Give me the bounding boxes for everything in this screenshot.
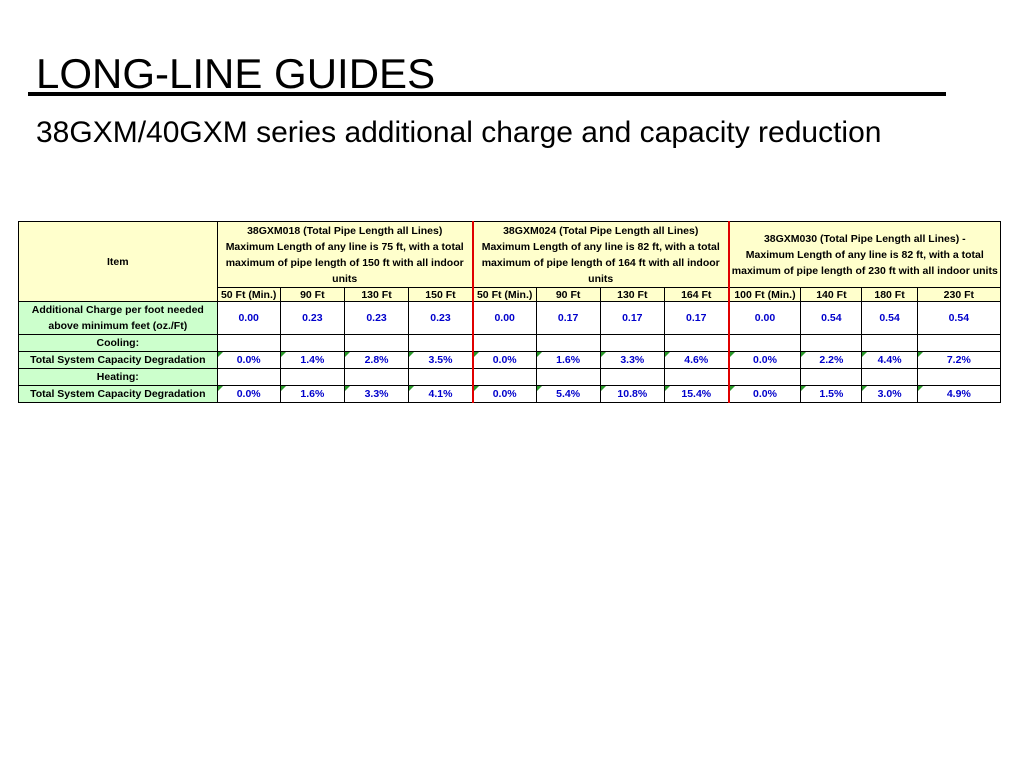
table-cell: [600, 369, 664, 386]
table-cell: 15.4%: [664, 386, 728, 403]
table-cell: 4.6%: [664, 352, 728, 369]
table-cell: 3.3%: [344, 386, 408, 403]
table-cell: [280, 369, 344, 386]
table-cell: [664, 369, 728, 386]
table-cell: [536, 369, 600, 386]
column-header: 90 Ft: [280, 288, 344, 302]
table-cell: 0.00: [473, 302, 536, 335]
table-cell: [917, 335, 1000, 352]
heating-degradation-label: Total System Capacity Degradation: [19, 386, 218, 403]
cooling-degradation-label: Total System Capacity Degradation: [19, 352, 218, 369]
table-cell: 2.8%: [344, 352, 408, 369]
table-cell: [280, 335, 344, 352]
table-cell: 4.4%: [862, 352, 917, 369]
table-cell: 0.17: [664, 302, 728, 335]
table-cell: 0.0%: [473, 386, 536, 403]
table-cell: 0.54: [801, 302, 862, 335]
slide-title: LONG-LINE GUIDES: [36, 50, 436, 97]
group-model-line: 38GXM030 (Total Pipe Length all Lines) -: [763, 232, 966, 245]
table-cell: [536, 335, 600, 352]
table-cell: 3.5%: [409, 352, 473, 369]
table-cell: 0.0%: [729, 352, 801, 369]
table-cell: [729, 335, 801, 352]
table-cell: 0.0%: [473, 352, 536, 369]
table-cell: 1.6%: [280, 386, 344, 403]
table-cell: 0.54: [862, 302, 917, 335]
table-cell: [409, 335, 473, 352]
table-cell: [217, 369, 280, 386]
long-line-table: [18, 221, 1001, 403]
table-cell: 4.9%: [917, 386, 1000, 403]
column-header: 100 Ft (Min.): [729, 288, 801, 302]
table-cell: 1.6%: [536, 352, 600, 369]
table-cell: [664, 335, 728, 352]
table-cell: [344, 335, 408, 352]
column-header: 50 Ft (Min.): [217, 288, 280, 302]
heating-section-label: Heating:: [19, 369, 218, 386]
table-cell: 0.0%: [217, 386, 280, 403]
title-underline: [28, 92, 946, 96]
group-header-38gxm024: [473, 222, 729, 288]
group-model-line: 38GXM018 (Total Pipe Length all Lines): [247, 224, 443, 237]
cooling-section-label: Cooling:: [19, 335, 218, 352]
additional-charge-label: Additional Charge per foot needed above minimum feet (oz./Ft): [19, 302, 218, 335]
group-header-38gxm018: [217, 222, 473, 288]
group-desc-line: Maximum Length of any line is 82 ft, with a total maximum of pipe length of 164 ft with all indoor units: [481, 240, 720, 285]
table-cell: [801, 369, 862, 386]
table-cell: 0.0%: [217, 352, 280, 369]
table-cell: 0.00: [217, 302, 280, 335]
table-cell: [473, 335, 536, 352]
item-header: Item: [19, 222, 218, 302]
table-cell: 0.23: [280, 302, 344, 335]
table-cell: 7.2%: [917, 352, 1000, 369]
group-desc-line: Maximum Length of any line is 82 ft, with a total maximum of pipe length of 230 ft with all indoor units: [731, 248, 998, 277]
table-cell: 10.8%: [600, 386, 664, 403]
table-cell: [801, 335, 862, 352]
table-cell: 0.54: [917, 302, 1000, 335]
table-cell: [862, 369, 917, 386]
group-desc-line: Maximum Length of any line is 75 ft, with a total maximum of pipe length of 150 ft with all indoor units: [225, 240, 464, 285]
table-cell: [344, 369, 408, 386]
table-cell: [409, 369, 473, 386]
table-cell: [729, 369, 801, 386]
table-cell: 1.4%: [280, 352, 344, 369]
column-header: 164 Ft: [664, 288, 728, 302]
table-cell: [217, 335, 280, 352]
table-cell: 3.0%: [862, 386, 917, 403]
column-header: 90 Ft: [536, 288, 600, 302]
table-cell: [473, 369, 536, 386]
column-header: 150 Ft: [409, 288, 473, 302]
table-cell: [862, 335, 917, 352]
group-model-line: 38GXM024 (Total Pipe Length all Lines): [503, 224, 699, 237]
table-cell: [917, 369, 1000, 386]
column-header: 140 Ft: [801, 288, 862, 302]
table-cell: 2.2%: [801, 352, 862, 369]
column-header: 180 Ft: [862, 288, 917, 302]
table-cell: 0.17: [536, 302, 600, 335]
column-header: 230 Ft: [917, 288, 1000, 302]
table-cell: 0.0%: [729, 386, 801, 403]
column-header: 130 Ft: [600, 288, 664, 302]
table-cell: [600, 335, 664, 352]
table-cell: 0.17: [600, 302, 664, 335]
group-header-38gxm030: [729, 222, 1001, 288]
column-header: 130 Ft: [344, 288, 408, 302]
column-header: 50 Ft (Min.): [473, 288, 536, 302]
table-cell: 0.23: [344, 302, 408, 335]
table-cell: 3.3%: [600, 352, 664, 369]
slide-subtitle: 38GXM/40GXM series additional charge and capacity reduction: [36, 116, 882, 149]
table-cell: 1.5%: [801, 386, 862, 403]
table-cell: 5.4%: [536, 386, 600, 403]
table-cell: 0.00: [729, 302, 801, 335]
table-cell: 4.1%: [409, 386, 473, 403]
table-cell: 0.23: [409, 302, 473, 335]
